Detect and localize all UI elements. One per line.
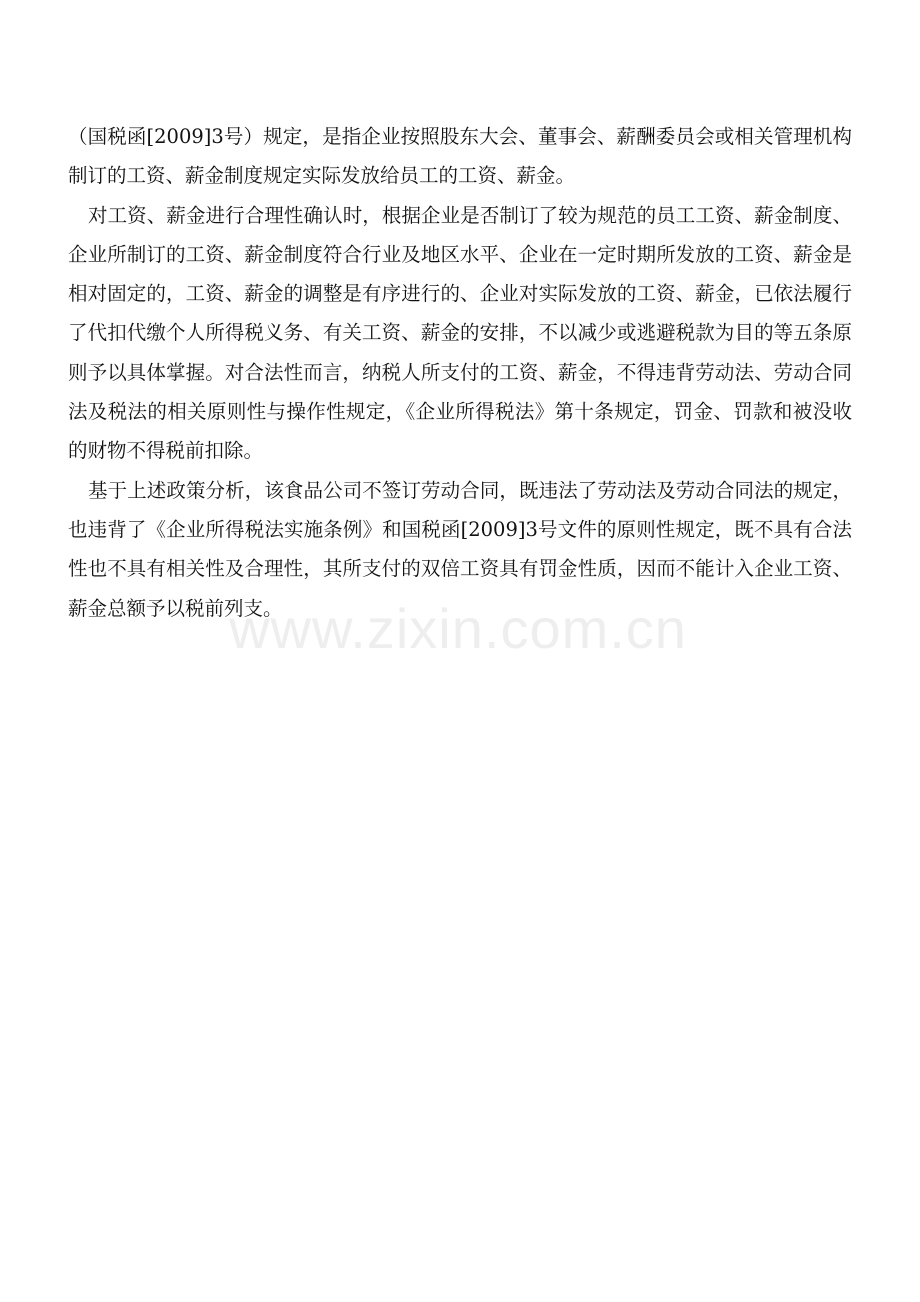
watermark-text: www.zixin.com.cn (229, 597, 687, 660)
paragraph-3: 基于上述政策分析，该食品公司不签订劳动合同，既违法了劳动法及劳动合同法的规定，也违背了《企业所得税法实施条例》和国税函[2009]3号文件的原则性规定，既不具有合法性也不具有相关性及合理性，其所支付的双倍工资具有罚金性质，因而不能计入企业工资、薪金总额予以税前列支。 (68, 478, 852, 620)
paragraph-2: 对工资、薪金进行合理性确认时，根据企业是否制订了较为规范的员工工资、薪金制度、企业所制订的工资、薪金制度符合行业及地区水平、企业在一定时期所发放的工资、薪金是相对固定的，工资、薪金的调整是有序进行的、企业对实际发放的工资、薪金，已依法履行了代扣代缴个人所得税义务、有关工资、薪金的安排，不以减少或逃避税款为目的等五条原则予以具体掌握。对合法性而言，纳税人所支付的工资、薪金，不得违背劳动法、劳动合同法及税法的相关原则性与操作性规定，《企业所得税法》第十条规定，罚金、罚款和被没收的财物不得税前扣除。 (68, 203, 852, 463)
document-body (68, 117, 852, 628)
paragraph-1: （国税函[2009]3号）规定，是指企业按照股东大会、董事会、薪酬委员会或相关管理机构制订的工资、薪金制度规定实际发放给员工的工资、薪金。 (68, 125, 852, 188)
